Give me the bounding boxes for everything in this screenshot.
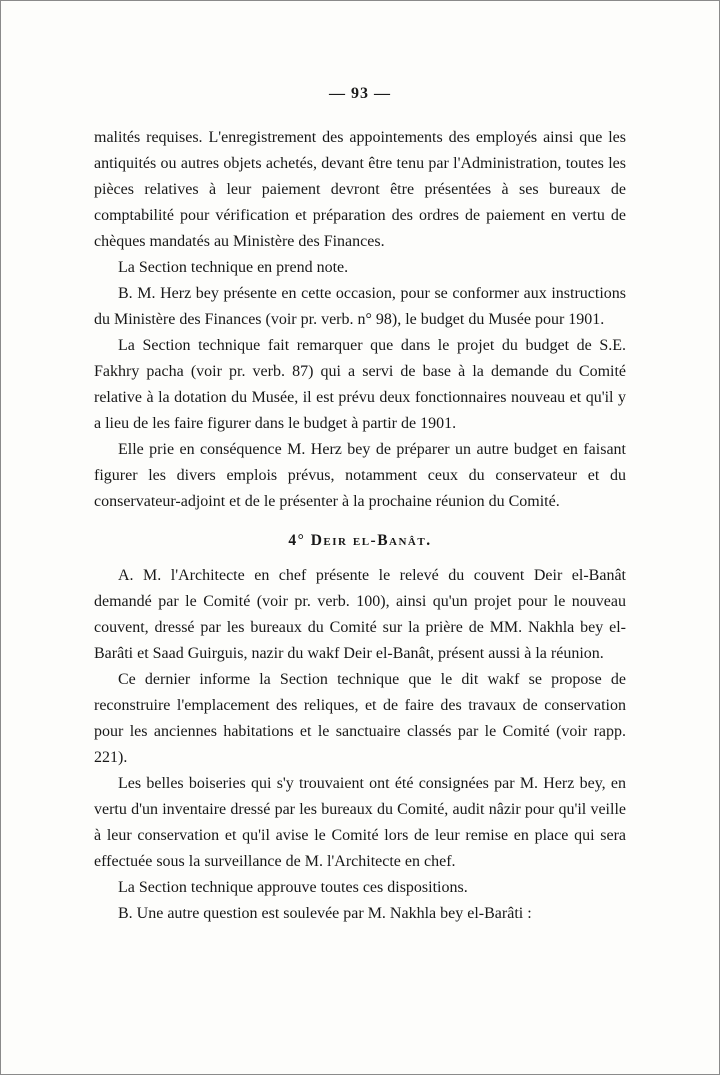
paragraph: Elle prie en conséquence M. Herz bey de préparer un autre budget en faisant figurer les divers emplois prévus, notamment ceux du conservateur et du conservateur-adjoint et de le présenter à la prochaine réunion du Comité. [94, 441, 626, 510]
paragraph: La Section technique en prend note. [118, 259, 349, 276]
paragraph: B. M. Herz bey présente en cette occasion, pour se conformer aux instructions du Ministère des Finances (voir pr. verb. n° 98), le budget du Musée pour 1901. [94, 285, 626, 328]
paragraph: Les belles boiseries qui s'y trouvaient ont été consignées par M. Herz bey, en vertu d'un inventaire dressé par les bureaux du Comité, audit nâzir pour qu'il veille à leur conservation et qu'il avise le Comité lors de leur remise en place qui sera effectuée sous la surveillance de M. l'Architecte en chef. [94, 775, 626, 870]
paragraph: Ce dernier informe la Section technique que le dit wakf se propose de reconstruire l'emplacement des reliques, et de faire des travaux de conservation pour les anciennes habitations et le sanctuaire classés par le Comité (voir rapp. 221). [94, 671, 626, 766]
text-block [94, 125, 626, 927]
paragraph: B. Une autre question est soulevée par M. Nakhla bey el-Barâti : [118, 905, 532, 922]
paragraph: malités requises. L'enregistrement des appointements des employés ainsi que les antiquités ou autres objets achetés, devant être tenu par l'Administration, toutes les pièces relatives à leur paiement devront être présentées à ses bureaux de comptabilité pour vérification et préparation des ordres de paiement en vertu de chèques mandatés au Ministère des Finances. [94, 129, 626, 250]
section-heading: 4° Deir el-Banât. [288, 532, 432, 549]
paragraph: La Section technique fait remarquer que dans le projet du budget de S.E. Fakhry pacha (voir pr. verb. 87) qui a servi de base à la demande du Comité relative à la dotation du Musée, il est prévu deux fonctionnaires nouveau et qu'il y a lieu de les faire figurer dans le budget à partir de 1901. [94, 337, 626, 432]
paragraph: La Section technique approuve toutes ces dispositions. [118, 879, 468, 896]
paragraph: A. M. l'Architecte en chef présente le relevé du couvent Deir el-Banât demandé par le Comité (voir pr. verb. 100), ainsi qu'un projet pour le nouveau couvent, dressé par les bureaux du Comité sur la prière de MM. Nakhla bey el-Barâti et Saad Guirguis, nazir du wakf Deir el-Banât, présent aussi à la réunion. [94, 567, 626, 662]
page-number: — 93 — [329, 85, 391, 102]
